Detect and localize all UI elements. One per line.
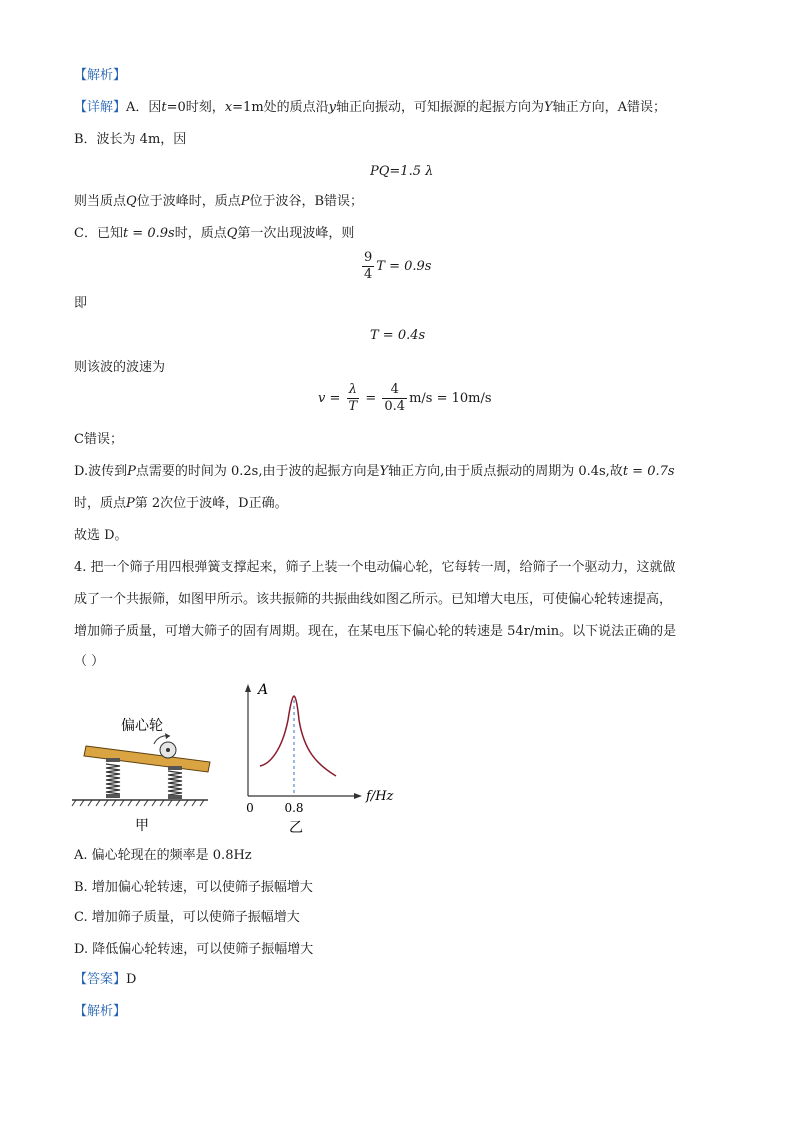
equation-inline: t = 0.9s bbox=[122, 226, 175, 241]
equation-pq: PQ=1.5 λ bbox=[370, 164, 434, 179]
text-fragment: 第 2次位于波峰，D正确。 bbox=[134, 496, 288, 511]
detail-line-d-2 bbox=[74, 494, 288, 514]
detail-line-c bbox=[74, 224, 354, 244]
fraction-4-0.4 bbox=[382, 382, 407, 415]
equation-period: T = 0.4s bbox=[370, 328, 426, 343]
text-fragment: 轴正方向，A错误； bbox=[552, 100, 667, 115]
text-fragment: =0时刻， bbox=[166, 100, 225, 115]
wave-speed-intro: 则该波的波速为 bbox=[74, 360, 166, 375]
text-fragment: 时，质点 bbox=[174, 226, 227, 241]
q4-line-1: 4. 把一个筛子用四根弹簧支撑起来，筛子上装一个电动偏心轮，它每转一周，给筛子一个驱动力，这就做 bbox=[74, 560, 676, 575]
c-wrong: C错误； bbox=[74, 432, 123, 447]
fraction-denominator: 4 bbox=[364, 267, 373, 282]
peak-frequency-label: 0.8 bbox=[284, 801, 304, 815]
fraction-numerator: 4 bbox=[382, 382, 407, 399]
q4-line-4: （ ） bbox=[74, 654, 105, 669]
var-P: P bbox=[127, 464, 136, 479]
text-fragment: A．因 bbox=[126, 100, 162, 115]
figure-jia-caption: 甲 bbox=[135, 818, 149, 834]
text-fragment: =1m处的质点沿 bbox=[232, 100, 329, 115]
text-fragment: 轴正向振动，可知振源的起振方向为 bbox=[336, 100, 545, 115]
equation-rest: T = 0.9s bbox=[376, 259, 432, 274]
var-t: t bbox=[161, 100, 167, 115]
answer-value: D bbox=[126, 972, 137, 987]
text-fragment: 时，质点 bbox=[74, 496, 127, 511]
text-fragment: D.波传到 bbox=[74, 464, 128, 479]
var-P: P bbox=[240, 194, 250, 209]
text-ji: 即 bbox=[74, 296, 88, 311]
answer-line bbox=[74, 970, 136, 990]
detail-line-b-result bbox=[74, 192, 363, 212]
jiexi-heading-2: 【解析】 bbox=[74, 1004, 127, 1019]
board bbox=[84, 746, 210, 772]
detail-line-b: B．波长为 4m，因 bbox=[74, 132, 187, 147]
equals-sign: = bbox=[365, 391, 377, 406]
y-axis-label: A bbox=[258, 682, 269, 698]
var-Q: Q bbox=[226, 226, 238, 241]
detail-line-d-1 bbox=[74, 462, 675, 482]
q4-line-3: 增加筛子质量，可增大筛子的固有周期。现在，在某电压下偏心轮的转速是 54r/min。以下说法正确的是 bbox=[74, 624, 677, 639]
origin-label: 0 bbox=[246, 801, 254, 815]
detail-line-a bbox=[74, 98, 666, 118]
option-a[interactable]: A. 偏心轮现在的频率是 0.8Hz bbox=[74, 848, 252, 863]
fraction-denominator: T bbox=[348, 399, 358, 414]
var-y: y bbox=[328, 100, 337, 115]
text-fragment: 位于波谷，B错误； bbox=[249, 194, 364, 209]
equation-period-relation bbox=[360, 250, 431, 283]
choose-line: 故选 D。 bbox=[74, 528, 128, 543]
text-fragment: 点需要的时间为 0.2s,由于波的起振方向是 bbox=[135, 464, 380, 479]
jiexi-heading: 【解析】 bbox=[74, 68, 127, 83]
x-axis-label: f/Hz bbox=[366, 789, 394, 804]
var-x: x bbox=[224, 100, 233, 115]
var-v: v = bbox=[318, 391, 341, 406]
equation-rest: m/s = 10m/s bbox=[409, 391, 492, 406]
y-axis bbox=[245, 684, 251, 796]
text-fragment: 第一次出现波峰，则 bbox=[237, 226, 355, 241]
figure-yi-caption: 乙 bbox=[289, 820, 303, 836]
fraction-denominator: 0.4 bbox=[384, 399, 406, 414]
text-fragment: 则当质点 bbox=[74, 194, 127, 209]
var-Y: Y bbox=[544, 100, 553, 115]
fraction-numerator: λ bbox=[347, 382, 360, 399]
fraction-9-4 bbox=[362, 250, 374, 283]
q4-line-2: 成了一个共振筛，如图甲所示。该共振筛的共振曲线如图乙所示。已知增大电压，可使偏心轮转速提高， bbox=[74, 592, 673, 607]
fraction-lambda-T bbox=[347, 382, 360, 415]
eccentric-wheel-label: 偏心轮 bbox=[121, 718, 163, 734]
figure-yi bbox=[236, 680, 406, 838]
ground bbox=[72, 800, 208, 806]
option-c[interactable]: C. 增加筛子质量，可以使筛子振幅增大 bbox=[74, 910, 300, 925]
eccentric-wheel-icon bbox=[154, 733, 176, 758]
text-fragment: C．已知 bbox=[74, 226, 123, 241]
equation-wave-speed bbox=[318, 382, 492, 415]
option-d[interactable]: D. 降低偏心轮转速，可以使筛子振幅增大 bbox=[74, 942, 314, 957]
equation-inline: t = 0.7s bbox=[622, 464, 675, 479]
text-fragment: 位于波峰时，质点 bbox=[136, 194, 241, 209]
spring-right-icon bbox=[168, 766, 182, 799]
detail-tag: 【详解】 bbox=[74, 100, 127, 115]
fraction-numerator: 9 bbox=[364, 250, 373, 265]
var-Q: Q bbox=[126, 194, 137, 209]
text-fragment: 轴正方向,由于质点振动的周期为 0.4s,故 bbox=[388, 464, 623, 479]
resonance-curve bbox=[260, 696, 336, 776]
var-P: P bbox=[126, 496, 135, 511]
spring-left-icon bbox=[106, 758, 120, 798]
x-axis bbox=[248, 793, 362, 799]
var-Y: Y bbox=[379, 464, 389, 479]
answer-label: 【答案】 bbox=[74, 972, 127, 987]
option-b[interactable]: B. 增加偏心轮转速，可以使筛子振幅增大 bbox=[74, 880, 313, 895]
figure-jia bbox=[70, 708, 215, 838]
